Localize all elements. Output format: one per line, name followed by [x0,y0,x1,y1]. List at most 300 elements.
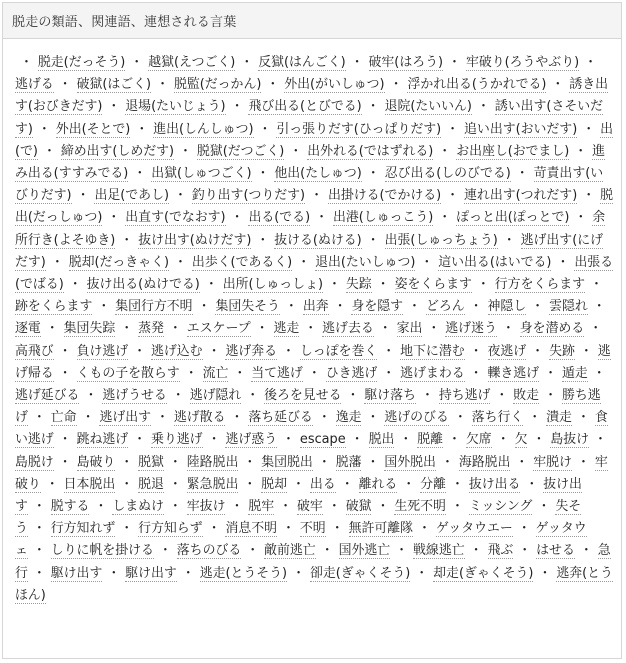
word-link[interactable]: 外出(がいしゅつ) [284,77,385,93]
word-link[interactable]: 進み出る(すすみでる) [15,143,606,182]
separator-dot: ・ [515,454,529,470]
word-link[interactable]: 逃げ出す [99,410,152,426]
word-link[interactable]: しまぬけ [112,499,164,515]
word-link[interactable]: 勝ち逃げ [15,388,601,426]
word-link[interactable]: 逃げ去る [322,321,374,337]
separator-dot: ・ [376,499,390,515]
word-link[interactable]: しっぽを巻く [299,343,378,359]
separator-dot: ・ [284,299,298,315]
separator-dot: ・ [590,277,603,293]
separator-dot: ・ [376,277,390,293]
word-link[interactable]: 生死不明 [394,499,446,515]
separator-dot: ・ [448,432,461,448]
word-link[interactable]: 出獄(しゅつごく) [151,166,252,182]
separator-dot: ・ [255,321,269,337]
separator-dot: ・ [292,476,305,492]
word-link[interactable]: 海路脱出 [458,454,511,470]
word-link[interactable]: 脱獄 [138,454,164,470]
word-link[interactable]: はせる [536,543,575,559]
word-link[interactable]: 離れる [358,476,398,492]
separator-dot: ・ [592,299,606,315]
word-link[interactable]: 出張る(でばる) [15,254,614,293]
word-link[interactable]: 誘き出す(おびきだす) [15,77,608,115]
word-link[interactable]: 抜ける(ぬける) [274,232,362,248]
separator-dot: ・ [197,299,211,315]
word-link[interactable]: 脱却(だっきゃく) [68,254,169,270]
separator-dot: ・ [240,55,254,70]
separator-dot: ・ [346,388,360,404]
word-link[interactable]: 出外れる(ではずれる) [307,143,434,159]
separator-dot: ・ [515,166,529,182]
separator-dot: ・ [207,343,221,359]
separator-dot: ・ [469,343,483,359]
word-link[interactable]: 地下に潜む [400,343,465,359]
word-link[interactable]: 跳ね逃げ [76,432,129,448]
word-link[interactable]: 余所行き(よそゆき) [15,210,606,248]
word-link[interactable]: 引っ張りだす(ひっぱりだす) [276,121,442,137]
word-link[interactable]: 苛責出す(いびりだす) [15,166,604,204]
word-link[interactable]: ミッシング [468,499,533,515]
word-link[interactable]: 破牢 [297,499,323,515]
separator-dot: ・ [350,432,364,448]
word-link[interactable]: 身を隠す [351,299,404,315]
separator-dot: ・ [107,565,121,581]
separator-dot: ・ [207,432,221,448]
word-link[interactable]: 釣り出す(つりだす) [191,188,306,204]
separator-dot: ・ [366,410,380,426]
separator-dot: ・ [576,454,590,470]
word-link[interactable]: 落ち行く [471,410,524,426]
separator-dot: ・ [120,232,134,248]
word-link[interactable]: 逃げまわる [400,365,465,381]
separator-dot: ・ [517,521,531,537]
separator-dot: ・ [158,543,172,559]
word-link[interactable]: 緊急脱出 [186,476,239,492]
separator-dot: ・ [438,210,452,226]
word-link[interactable]: 逃げ散る [173,410,226,426]
word-link[interactable]: 破獄(はごく) [76,77,152,93]
word-link[interactable]: 後ろを見せる [264,388,342,404]
separator-dot: ・ [120,476,134,492]
word-link[interactable]: 集団脱出 [261,454,313,470]
separator-dot: ・ [450,499,464,515]
separator-dot: ・ [537,499,551,515]
separator-dot: ・ [174,188,187,204]
word-link[interactable]: 出る(でる) [248,210,311,226]
word-link[interactable]: 脱離 [417,432,444,448]
word-link[interactable]: 逃げ奔る [225,343,278,359]
separator-dot: ・ [317,410,331,426]
word-link[interactable]: 欠席 [465,432,492,448]
word-link[interactable]: 落ちのびる [176,543,242,559]
separator-dot: ・ [310,188,323,204]
word-link[interactable]: 脱する [50,499,90,515]
word-link[interactable]: 退場(たいじょう) [125,99,226,115]
separator-dot: ・ [32,565,46,581]
word-link[interactable]: 逃げのびる [384,410,449,426]
word-link[interactable]: 跡をくらます [15,299,93,315]
separator-dot: ・ [366,99,380,115]
word-link[interactable]: 逃走 [273,321,300,337]
word-link[interactable]: 追い出す(おいだす) [464,121,578,137]
word-link[interactable]: 出る [309,476,336,492]
separator-dot: ・ [366,454,380,470]
word-list [3,39,621,607]
separator-dot: ・ [246,543,260,559]
separator-dot: ・ [246,388,260,404]
word-link[interactable]: お出座し(おでまし) [456,143,570,159]
word-link[interactable]: 出足(であし) [94,188,169,204]
word-link[interactable]: 牢破り [15,454,608,492]
word-link[interactable]: 越獄(えつごく) [148,55,236,70]
separator-dot: ・ [418,521,431,537]
word-link[interactable]: 駆け落ち [364,388,416,404]
separator-dot: ・ [496,432,510,448]
separator-dot: ・ [230,99,244,115]
separator-dot: ・ [448,55,461,70]
separator-dot: ・ [469,365,483,381]
word-link[interactable]: くもの子を散らす [76,365,180,381]
separator-dot: ・ [107,210,121,226]
separator-dot: ・ [76,188,90,204]
separator-dot: ・ [495,388,509,404]
separator-dot: ・ [408,299,421,315]
word-link[interactable]: 敗走 [513,388,540,404]
word-link[interactable]: 行方知れず [50,521,116,537]
separator-dot: ・ [58,77,72,93]
word-link[interactable]: 島脱け [15,454,54,470]
separator-dot: ・ [84,388,98,404]
separator-dot: ・ [37,121,51,137]
word-link[interactable]: 島抜け [550,432,590,448]
separator-dot: ・ [315,210,328,226]
separator-dot: ・ [366,232,380,248]
word-link[interactable]: 欠 [514,432,528,448]
separator-dot: ・ [282,432,295,448]
word-link[interactable]: 抜け出す(ぬけだす) [138,232,252,248]
separator-dot: ・ [32,499,46,515]
separator-dot: ・ [243,454,257,470]
separator-dot: ・ [230,499,244,515]
word-link[interactable]: 脱藩 [335,454,362,470]
word-link[interactable]: 破獄 [345,499,372,515]
word-link[interactable]: 飛ぶ [487,543,514,559]
word-link[interactable]: 出港(しゅっこう) [333,210,434,226]
word-link[interactable]: 集団失踪 [63,321,116,337]
word-link[interactable]: 逃げ帰る [15,343,611,381]
separator-dot: ・ [20,55,33,70]
word-link[interactable]: 外出(そとで) [55,121,131,137]
separator-dot: ・ [476,99,490,115]
word-link[interactable]: 遁走 [561,365,588,381]
word-link[interactable]: 乗り逃げ [151,432,203,448]
separator-dot: ・ [174,254,187,270]
word-link[interactable]: 分離 [420,476,446,492]
word-link[interactable]: 失そう [15,499,582,537]
separator-dot: ・ [297,254,311,270]
word-link[interactable]: どろん [425,299,465,315]
separator-dot: ・ [532,432,546,448]
separator-dot: ・ [32,410,46,426]
separator-dot: ・ [135,121,149,137]
separator-dot: ・ [438,143,452,159]
separator-dot: ・ [531,299,545,315]
word-link[interactable]: 卻走(ぎゃくそう) [309,565,411,581]
separator-dot: ・ [327,499,341,515]
word-link[interactable]: 却走(ぎゃくそう) [433,565,534,581]
word-link[interactable]: 忍び出る(しのびでる) [384,166,511,182]
separator-dot: ・ [389,77,403,93]
separator-dot: ・ [81,410,95,426]
separator-dot: ・ [501,321,515,337]
word-link[interactable]: 敵前逃亡 [264,543,316,559]
separator-dot: ・ [333,299,347,315]
word-link[interactable]: 脱監(だっかん) [173,77,262,93]
separator-dot: ・ [289,143,303,159]
word-link[interactable]: 行方をくらます [494,277,586,293]
word-link[interactable]: 抜け出る(ぬけでる) [86,277,200,293]
word-link[interactable]: 連れ出す(つれだす) [464,188,578,204]
separator-dot: ・ [133,432,147,448]
word-link[interactable]: 持ち逃げ [438,388,491,404]
word-link[interactable]: 集団失そう [215,299,280,315]
word-link[interactable]: 浮かれ出る(うかれでる) [407,77,547,93]
word-link[interactable]: 出掛ける(でかける) [327,188,442,204]
separator-dot: ・ [574,143,588,159]
word-link[interactable]: 出所(しゅっしょ) [222,277,323,293]
word-link[interactable]: 神隠し [487,299,527,315]
word-link[interactable]: 轢き逃げ [487,365,540,381]
separator-dot: ・ [415,565,429,581]
word-link[interactable]: 無許可離隊 [348,521,414,537]
word-link[interactable]: 牢脱け [533,454,572,470]
separator-dot: ・ [292,565,305,581]
separator-dot: ・ [233,365,247,381]
separator-dot: ・ [453,410,467,426]
word-link[interactable]: 逃げ惑う [225,432,278,448]
word-link[interactable]: 脱退 [138,476,164,492]
word-link[interactable]: 牢破り(ろうやぶり) [465,55,580,70]
word-link[interactable]: 食い逃げ [15,410,608,448]
separator-dot: ・ [282,521,295,537]
word-link[interactable]: 逃げる [15,77,54,93]
word-link[interactable]: 夜逃げ [487,343,527,359]
word-link[interactable]: しりに帆を掛ける [50,543,154,559]
word-link[interactable]: 脱獄(だつごく) [196,143,285,159]
word-link[interactable]: 戦線逃亡 [413,543,465,559]
separator-dot: ・ [579,543,593,559]
word-link[interactable]: 脱牢 [248,499,275,515]
separator-dot: ・ [230,410,244,426]
word-link[interactable]: 消息不明 [225,521,278,537]
separator-dot: ・ [476,277,490,293]
word-link[interactable]: 潰走 [546,410,572,426]
separator-dot: ・ [427,321,441,337]
separator-dot: ・ [168,499,182,515]
word-link[interactable]: 蒸発 [138,321,164,337]
word-link[interactable]: 飛び出る(とびでる) [248,99,362,115]
separator-dot: ・ [256,232,270,248]
word-link[interactable]: 落ち延びる [248,410,313,426]
separator-dot: ・ [58,365,72,381]
word-link[interactable]: 締め出す(しめだす) [60,143,175,159]
separator-dot: ・ [582,188,596,204]
word-link[interactable]: 駆け出す [50,565,103,581]
separator-dot: ・ [584,55,598,70]
separator-dot: ・ [45,321,59,337]
separator-dot: ・ [94,499,108,515]
word-link[interactable]: 逃奔(とうほん) [15,565,613,603]
word-link[interactable]: 陸路脱出 [186,454,239,470]
separator-dot: ・ [45,476,59,492]
word-link[interactable]: 退院(たいいん) [384,99,472,115]
separator-dot: ・ [68,277,82,293]
word-link[interactable]: 脱走(だっそう) [37,55,126,70]
separator-dot: ・ [168,321,182,337]
word-link[interactable]: 急行 [15,543,611,581]
word-link[interactable]: 逃げ出す(にげだす) [15,232,604,270]
separator-dot: ・ [531,343,545,359]
word-link[interactable]: 不明 [299,521,326,537]
separator-dot: ・ [181,565,195,581]
word-link[interactable]: 逃げ延びる [15,388,80,404]
word-link[interactable]: 日本脱出 [63,476,116,492]
word-link[interactable]: 出歩く(であるく) [191,254,293,270]
separator-dot: ・ [307,365,321,381]
word-link[interactable]: 逃走(とうそう) [199,565,288,581]
separator-dot: ・ [382,343,396,359]
separator-dot: ・ [130,55,144,70]
separator-dot: ・ [107,99,121,115]
separator-dot: ・ [120,454,134,470]
separator-dot: ・ [279,499,293,515]
word-link[interactable]: 身を潜める [519,321,585,337]
separator-dot: ・ [446,188,460,204]
word-link[interactable]: 失踪 [345,277,372,293]
word-link[interactable]: 島破り [76,454,116,470]
word-link[interactable]: 退出(たいしゅつ) [315,254,416,270]
separator-dot: ・ [582,121,596,137]
word-link[interactable]: 家出 [396,321,423,337]
separator-dot: ・ [168,454,182,470]
separator-dot: ・ [243,476,257,492]
separator-dot: ・ [594,432,607,448]
word-link[interactable]: 亡命 [50,410,77,426]
word-link[interactable]: 抜け出る [468,476,521,492]
separator-dot: ・ [446,121,460,137]
separator-dot: ・ [330,521,344,537]
word-link[interactable]: 失跡 [549,343,575,359]
word-link[interactable]: ゲッタウェ [15,521,587,559]
word-link[interactable]: ひき逃げ [325,365,378,381]
separator-dot: ・ [402,476,416,492]
word-link[interactable]: escape [299,432,346,448]
word-link[interactable]: 負け逃げ [76,343,129,359]
separator-dot: ・ [266,77,280,93]
separator-dot: ・ [395,543,409,559]
separator-dot: ・ [204,277,218,293]
panel-title: 脱走の類語、関連語、連想される言葉 [12,15,237,30]
word-link[interactable]: 出奔 [302,299,329,315]
word-link[interactable]: 流亡 [202,365,229,381]
word-link[interactable]: 逸走 [335,410,362,426]
word-link[interactable]: 牢抜け [186,499,226,515]
separator-dot: ・ [171,388,185,404]
word-link[interactable]: 進出(しんしゅつ) [153,121,254,137]
separator-dot: ・ [420,388,434,404]
word-link[interactable]: 出張(しゅっちょう) [384,232,498,248]
separator-dot: ・ [230,210,244,226]
separator-dot: ・ [440,454,454,470]
word-link[interactable]: 破牢(はろう) [368,55,444,70]
word-link[interactable]: 逃げ隠れ [189,388,242,404]
word-link[interactable]: 脱出(だっしゅつ) [15,188,614,226]
separator-dot: ・ [350,55,364,70]
separator-dot: ・ [120,521,134,537]
separator-dot: ・ [551,77,565,93]
separator-dot: ・ [556,254,570,270]
word-link[interactable]: 高飛び [15,343,54,359]
word-link[interactable]: 逐電 [15,321,41,337]
word-link[interactable]: 雲隠れ [549,299,588,315]
separator-dot: ・ [538,565,552,581]
word-link[interactable]: 逃げうせる [102,388,167,404]
separator-dot: ・ [502,232,516,248]
separator-dot: ・ [574,210,588,226]
separator-dot: ・ [133,166,147,182]
separator-dot: ・ [256,166,270,182]
separator-dot: ・ [340,476,354,492]
word-link[interactable]: 反獄(はんごく) [258,55,346,70]
word-link[interactable]: 集団行方不明 [115,299,193,315]
separator-dot: ・ [420,254,434,270]
word-link[interactable]: 出直す(でなおす) [125,210,226,226]
separator-dot: ・ [304,321,318,337]
word-link[interactable]: 当て逃げ [251,365,303,381]
separator-dot: ・ [179,143,192,159]
word-link[interactable]: 逃げ迷う [445,321,497,337]
word-link[interactable]: 国外逃亡 [338,543,391,559]
word-link[interactable]: 脱却 [261,476,288,492]
word-link[interactable]: 誘い出す(さそいだす) [15,99,604,137]
word-link[interactable]: ゲッタウエー [435,521,513,537]
word-link[interactable]: 逃げ込む [151,343,203,359]
related-words-panel [2,2,622,659]
word-link[interactable]: 脱出 [368,432,395,448]
separator-dot: ・ [32,521,46,537]
separator-dot: ・ [469,299,483,315]
separator-dot: ・ [589,321,603,337]
word-link[interactable]: 国外脱出 [384,454,436,470]
word-link[interactable]: 行方知らず [138,521,203,537]
separator-dot: ・ [50,254,64,270]
word-link[interactable]: 出(で) [15,121,614,159]
word-link[interactable]: 抜け出す [15,476,582,515]
separator-dot: ・ [382,365,396,381]
word-link[interactable]: エスケープ [186,321,251,337]
word-link[interactable]: 這い出る(はいでる) [438,254,552,270]
separator-dot: ・ [399,432,413,448]
separator-dot: ・ [525,476,539,492]
panel-header [3,3,621,39]
word-link[interactable]: 他出(たしゅつ) [274,166,362,182]
separator-dot: ・ [168,476,182,492]
word-link[interactable]: 姿をくらます [394,277,472,293]
separator-dot: ・ [328,277,341,293]
word-link[interactable]: 駆け出す [125,565,177,581]
word-link[interactable]: ぽっと出(ぽっとで) [456,210,570,226]
separator-dot: ・ [156,410,169,426]
